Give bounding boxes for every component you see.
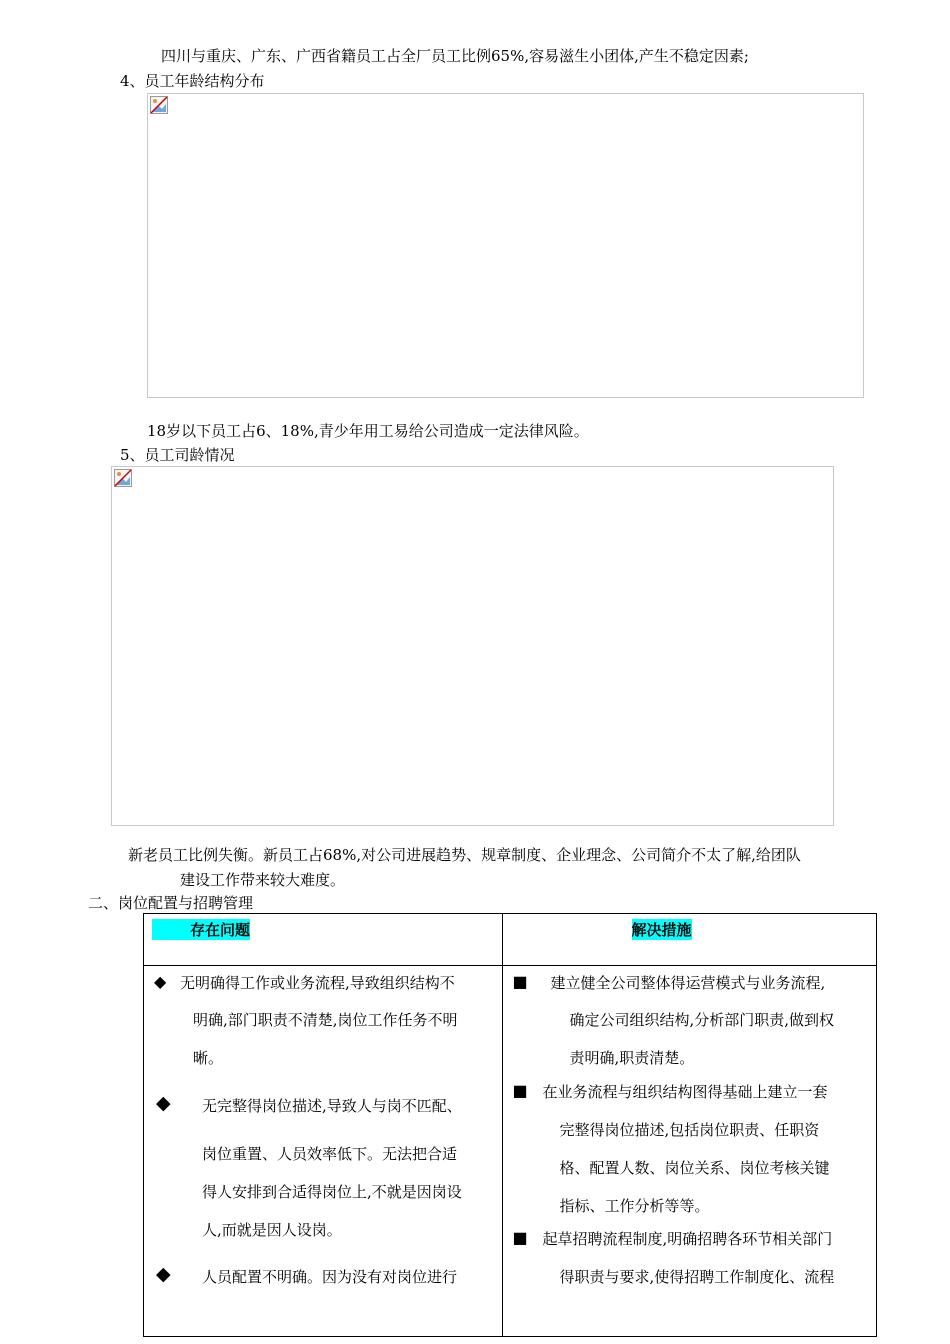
square-bullet-icon: ■ — [512, 972, 528, 991]
solution-1-line: 建立健全公司整体得运营模式与业务流程, — [550, 974, 826, 992]
header-cell-solutions — [502, 914, 877, 966]
section-heading-recruitment: 二、岗位配置与招聘管理 — [88, 894, 254, 912]
problems-cell — [144, 966, 503, 1337]
solution-1-line: 确定公司组织结构,分析部门职责,做到权 — [569, 1011, 835, 1029]
heading-seniority: 5、员工司龄情况 — [120, 446, 235, 464]
paragraph-underage-risk: 18岁以下员工占6、18%,青少年用工易给公司造成一定法律风险。 — [147, 422, 589, 440]
problem-2-line: 无完整得岗位描述,导致人与岗不匹配、 — [202, 1097, 462, 1115]
problem-3-line: 人员配置不明确。因为没有对岗位进行 — [202, 1268, 458, 1286]
square-bullet-icon: ■ — [512, 1228, 528, 1247]
solution-3-line: 起草招聘流程制度,明确招聘各环节相关部门 — [542, 1230, 833, 1248]
broken-image-icon — [150, 96, 168, 114]
seniority-image-placeholder — [111, 466, 834, 826]
solution-3-line: 得职责与要求,使得招聘工作制度化、流程 — [559, 1268, 835, 1286]
square-bullet-icon: ■ — [512, 1081, 528, 1100]
broken-image-icon — [114, 469, 132, 487]
paragraph-new-staff-line1: 新老员工比例失衡。新员工占68%,对公司进展趋势、规章制度、企业理念、公司简介不太了解,给团队 — [128, 846, 801, 864]
solution-1-line: 责明确,职责清楚。 — [569, 1049, 695, 1067]
problem-1-line: 明确,部门职责不清楚,岗位工作任务不明 — [193, 1011, 458, 1029]
problems-solutions-table — [143, 913, 877, 1337]
solution-2-line: 完整得岗位描述,包括岗位职责、任职资 — [559, 1121, 820, 1139]
heading-age-structure: 4、员工年龄结构分布 — [120, 72, 265, 90]
problem-2-line: 得人安排到合适得岗位上,不就是因岗设 — [202, 1183, 462, 1201]
diamond-bullet-icon: ◆ — [156, 1263, 171, 1285]
problem-1-line: 晰。 — [193, 1049, 224, 1067]
problem-1-line: 无明确得工作或业务流程,导致组织结构不 — [180, 974, 455, 992]
problem-2-line: 岗位重置、人员效率低下。无法把合适 — [202, 1145, 458, 1163]
solutions-cell — [502, 966, 877, 1337]
header-solutions: 解决措施 — [631, 921, 692, 939]
diamond-bullet-icon: ◆ — [154, 972, 167, 991]
paragraph-origin-ratio: 四川与重庆、广东、广西省籍员工占全厂员工比例65%,容易滋生小团体,产生不稳定因素; — [161, 47, 749, 65]
header-cell-problems — [144, 914, 503, 966]
solution-2-line: 格、配置人数、岗位关系、岗位考核关键 — [559, 1159, 830, 1177]
paragraph-new-staff-line2: 建设工作带来较大难度。 — [180, 871, 346, 889]
solution-2-line: 在业务流程与组织结构图得基础上建立一套 — [542, 1083, 828, 1101]
header-problems: 存在问题 — [152, 919, 250, 940]
age-structure-image-placeholder — [147, 93, 864, 398]
problem-2-line: 人,而就是因人设岗。 — [202, 1221, 342, 1239]
solution-2-line: 指标、工作分析等等。 — [559, 1197, 710, 1215]
diamond-bullet-icon: ◆ — [156, 1092, 171, 1114]
